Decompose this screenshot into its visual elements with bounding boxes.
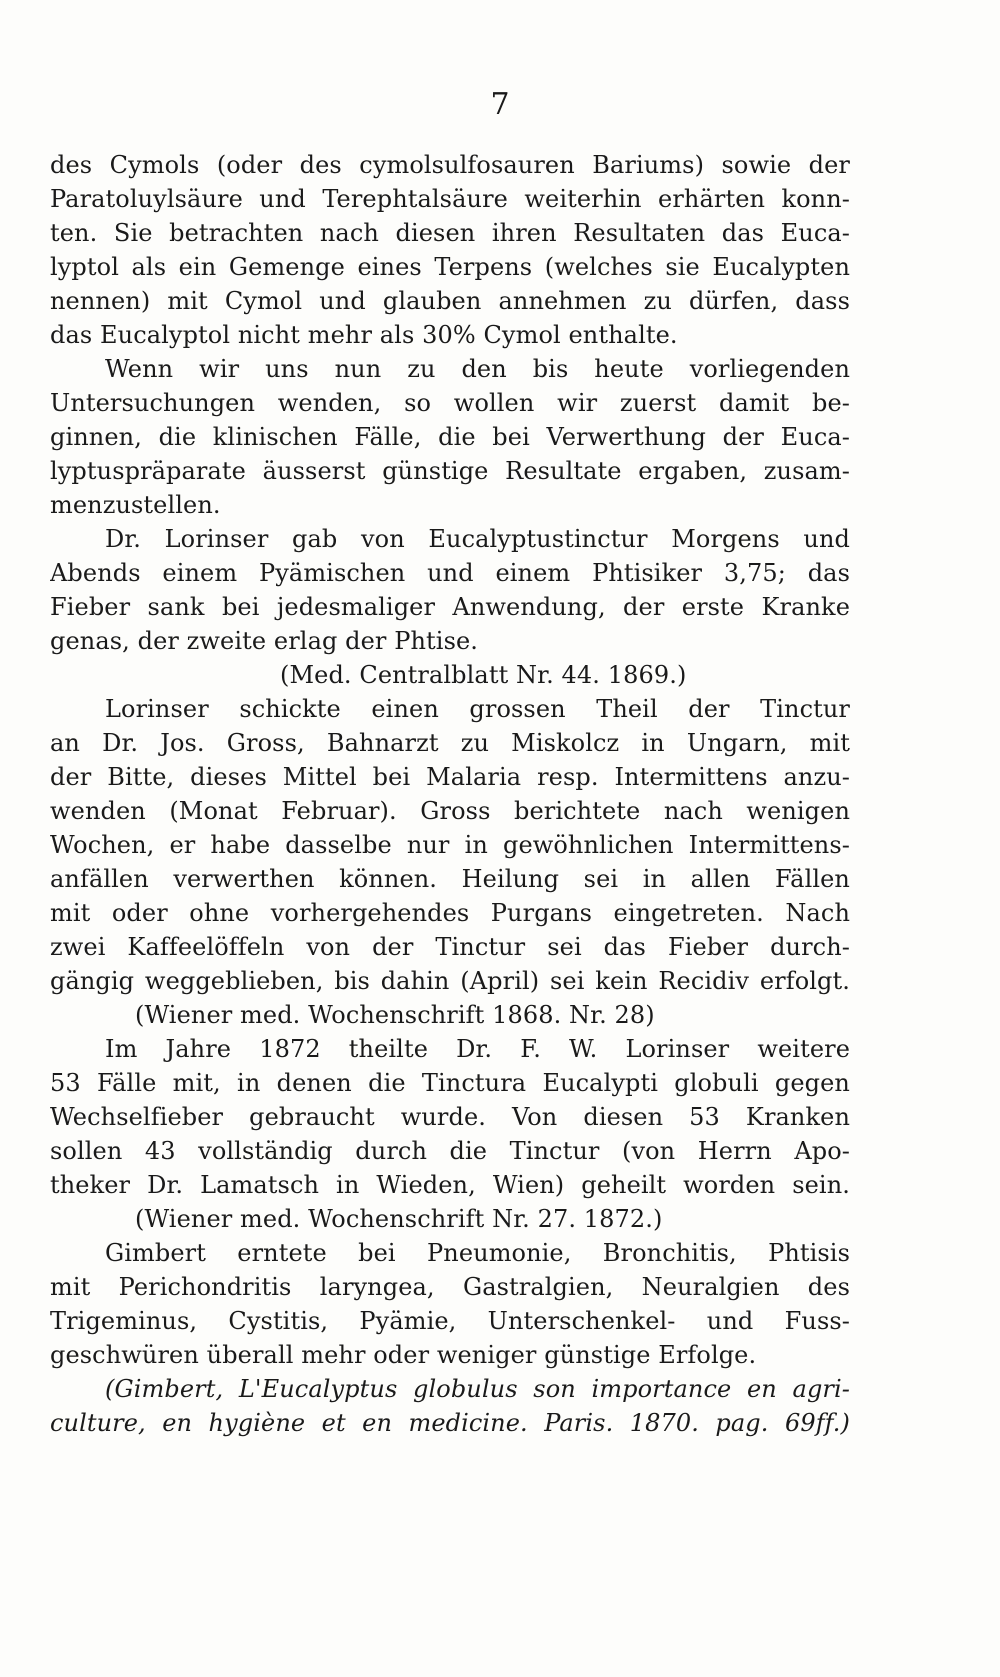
text-line: Dr. Lorinser gab von Eucalyptustinctur Morgens und xyxy=(105,525,850,553)
text-line: theker Dr. Lamatsch in Wieden, Wien) geheilt worden sein. xyxy=(50,1171,850,1199)
page-number: 7 xyxy=(490,87,510,122)
text-line: Gimbert erntete bei Pneumonie, Bronchitis, Phtisis xyxy=(105,1239,850,1267)
text-line: anfällen verwerthen können. Heilung sei in allen Fällen xyxy=(50,865,850,893)
text-line: (Wiener med. Wochenschrift Nr. 27. 1872.) xyxy=(135,1205,663,1233)
text-line: zwei Kaffeelöffeln von der Tinctur sei das Fieber durch- xyxy=(50,933,850,961)
text-line: der Bitte, dieses Mittel bei Malaria resp. Intermittens anzu- xyxy=(50,763,850,791)
body-text xyxy=(50,148,850,1440)
text-line: (Med. Centralblatt Nr. 44. 1869.) xyxy=(280,661,687,689)
text-line: (Gimbert, L'Eucalyptus globulus son importance en agri- xyxy=(105,1375,850,1403)
text-line: (Wiener med. Wochenschrift 1868. Nr. 28) xyxy=(135,1001,655,1029)
text-line: 53 Fälle mit, in denen die Tinctura Eucalypti globuli gegen xyxy=(50,1069,850,1097)
text-line: culture, en hygiène et en medicine. Paris. 1870. pag. 69ff.) xyxy=(50,1409,850,1437)
text-line: nennen) mit Cymol und glauben annehmen zu dürfen, dass xyxy=(50,287,850,315)
text-line: an Dr. Jos. Gross, Bahnarzt zu Miskolcz in Ungarn, mit xyxy=(50,729,850,757)
text-line: Im Jahre 1872 theilte Dr. F. W. Lorinser weitere xyxy=(105,1035,850,1063)
text-line: Trigeminus, Cystitis, Pyämie, Unterschenkel- und Fuss- xyxy=(50,1307,850,1335)
text-line: geschwüren überall mehr oder weniger günstige Erfolge. xyxy=(50,1341,757,1369)
text-line: ten. Sie betrachten nach diesen ihren Resultaten das Euca- xyxy=(50,219,850,247)
text-line: lyptol als ein Gemenge eines Terpens (welches sie Eucalypten xyxy=(50,253,850,281)
text-line: genas, der zweite erlag der Phtise. xyxy=(50,627,479,655)
text-line: sollen 43 vollständig durch die Tinctur (von Herrn Apo- xyxy=(50,1137,850,1165)
text-line: Wenn wir uns nun zu den bis heute vorliegenden xyxy=(105,355,850,383)
text-line: Fieber sank bei jedesmaliger Anwendung, der erste Kranke xyxy=(50,593,850,621)
text-line: Abends einem Pyämischen und einem Phtisiker 3,75; das xyxy=(50,559,850,587)
text-line: gängig weggeblieben, bis dahin (April) sei kein Recidiv erfolgt. xyxy=(50,967,850,995)
text-line: das Eucalyptol nicht mehr als 30% Cymol enthalte. xyxy=(50,321,678,349)
text-line: menzustellen. xyxy=(50,491,221,519)
text-line: Wochen, er habe dasselbe nur in gewöhnlichen Intermittens- xyxy=(50,831,850,859)
text-line: Paratoluylsäure und Terephtalsäure weiterhin erhärten konn- xyxy=(50,185,850,213)
text-line: ginnen, die klinischen Fälle, die bei Verwerthung der Euca- xyxy=(50,423,850,451)
text-line: Untersuchungen wenden, so wollen wir zuerst damit be- xyxy=(50,389,850,417)
text-line: mit oder ohne vorhergehendes Purgans eingetreten. Nach xyxy=(50,899,850,927)
text-line: lyptuspräparate äusserst günstige Resultate ergaben, zusam- xyxy=(50,457,850,485)
text-line: des Cymols (oder des cymolsulfosauren Bariums) sowie der xyxy=(50,151,850,179)
text-line: wenden (Monat Februar). Gross berichtete nach wenigen xyxy=(50,797,850,825)
text-line: mit Perichondritis laryngea, Gastralgien, Neuralgien des xyxy=(50,1273,850,1301)
text-line: Lorinser schickte einen grossen Theil der Tinctur xyxy=(105,695,850,723)
text-line: Wechselfieber gebraucht wurde. Von diesen 53 Kranken xyxy=(50,1103,850,1131)
